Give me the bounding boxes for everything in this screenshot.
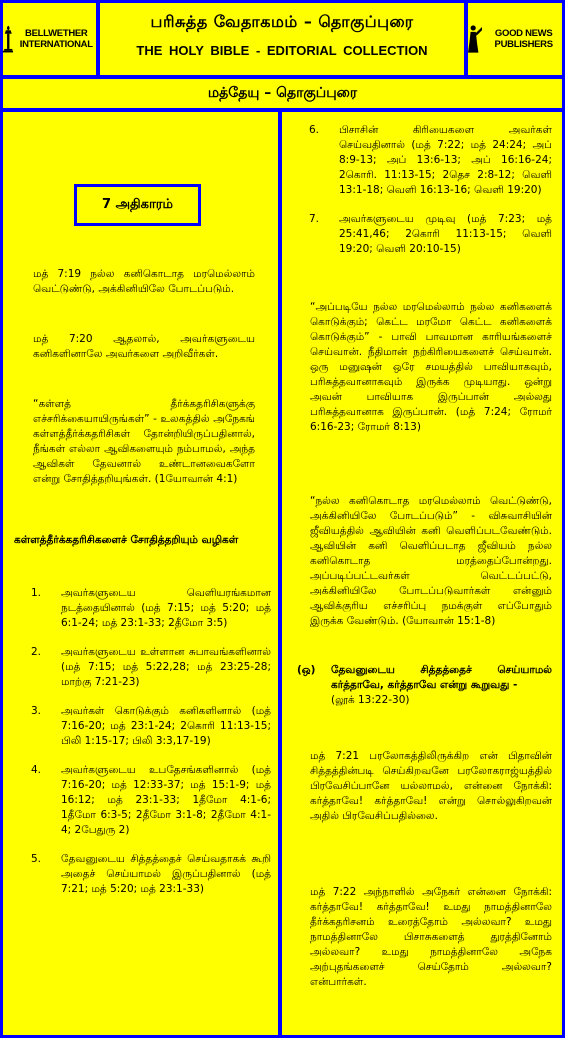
bellwether-logo-text: BELLWETHER INTERNATIONAL bbox=[19, 28, 93, 50]
right-para-2: “நல்ல கனிகொடாத மரமெல்லாம் வெட்டுண்டு, அக்கினியிலே போடப்படும்” - விசுவாசியின் ஜீவியத்தில் ஆவியின் கனி வெளிப்படவேண்டும். ஆவியின் கனி வெளிப்படாத ஜீவியம் நல்ல கனிகொடாத மரத்தைப்போன்றது. அப்படிப்பட்டவர்கள் வெட்டப்பட்டு, அக்கினியிலே போடப்படுவார்கள் என்னும் ஆவிக்குரிய எச்சரிப்பு நமக்குள் எப்போதும் இருக்க வேண்டும். (யோவான் 15:1-8) bbox=[310, 495, 552, 627]
subtitle: மத்தேயு – தொகுப்புரை bbox=[207, 85, 358, 101]
list-item: 4. அவர்களுடைய உபதேசங்களினால் (மத் 7:16-20; மத் 12:33-37; மத் 15:1-9; மத் 16:12; மத் 23:1-33; 1தீமோ 4:1-6; 1தீமோ 6:3-5; 2தீமோ 3:1-8; 2தீமோ 4:1-4; 2பேதுரு 2) bbox=[31, 764, 271, 836]
subtitle-box bbox=[3, 79, 562, 108]
left-para-1: மத் 7:19 நல்ல கனிகொடாத மரமெல்லாம் வெட்டுண்டு, அக்கினியிலே போடப்படும். bbox=[33, 268, 255, 295]
good-news-logo bbox=[468, 3, 562, 75]
list-item: 3. அவர்கள் கொடுக்கும் கனிகளினால் (மத் 7:16-20; மத் 23:1-24; 2கொரி 11:13-15; பிலி 1:15-17; பிலி 3:3,17-19) bbox=[31, 705, 271, 747]
left-column bbox=[3, 112, 278, 1035]
right-para-3: மத் 7:21 பரலோகத்திலிருக்கிற என் பிதாவின் சித்தத்தின்படி செய்கிறவனே பரலோகராஜ்யத்தில் பிரவேசிப்பானே யல்லாமல், என்னை நோக்கி: கர்த்தாவே! கர்த்தாவே! என்று சொல்லுகிறவன் அதில் பிரவேசிப்பதில்லை. bbox=[310, 750, 552, 822]
section-reference: (லூக் 13:22-30) bbox=[331, 694, 410, 706]
title-english: THE HOLY BIBLE - EDITORIAL COLLECTION bbox=[136, 43, 428, 58]
list-item: 2. அவர்களுடைய உள்ளான சுபாவங்களினால் (மத் 7:15; மத் 5:22,28; மத் 23:25-28; மாற்கு 7:21-23) bbox=[31, 646, 271, 688]
good-news-logo-text: GOOD NEWS PUBLISHERS bbox=[494, 28, 553, 50]
left-section-heading: கள்ளத்தீர்க்கதரிசிகளைச் சோதித்தறியும் வழிகள் bbox=[14, 534, 239, 546]
trumpet-angel-icon bbox=[468, 16, 482, 62]
title-tamil: பரிசுத்த வேதாகமம் – தொகுப்புரை bbox=[150, 12, 414, 31]
title-box bbox=[100, 3, 464, 75]
right-list bbox=[309, 123, 552, 257]
right-column bbox=[282, 112, 562, 1035]
lamp-stand-icon bbox=[3, 16, 14, 62]
right-section bbox=[297, 663, 552, 708]
section-heading: தேவனுடைய சித்தத்தைச் செய்யாமல் கர்த்தாவே, கர்த்தாவே என்று கூறுவது - bbox=[331, 664, 552, 691]
left-list bbox=[31, 586, 271, 897]
right-para-4: மத் 7:22 அந்நாளில் அநேகர் என்னை நோக்கி: கர்த்தாவே! கர்த்தாவே! உமது நாமத்தினாலே தீர்க்கதரிசனம் உரைத்தோம் அல்லவா? உமது நாமத்தினாலே பிசாசுகளைத் துரத்தினோம் அல்லவா? உமது நாமத்தினாலே அநேக அற்புதங்களைச் செய்தோம் அல்லவா? என்பார்கள். bbox=[310, 886, 552, 988]
list-item: 1. அவர்களுடைய வெளியரங்கமான நடத்தையினால் (மத் 7:15; மத் 5:20; மத் 6:1-24; மத் 23:1-33; 2தீமோ 3:5) bbox=[31, 587, 271, 629]
list-item: 6. பிசாசின் கிரியைகளை அவர்கள் செய்வதினால் (மத் 7:22; மத் 24:24; அப் 8:9-13; அப் 13:6-13; அப் 16:16-24; 2கொரி. 11:13-15; 2தெச 2:8-12; வெளி 13:1-18; வெளி 16:13-16; வெளி 19:20) bbox=[309, 124, 552, 196]
list-item: 7. அவர்களுடைய முடிவு (மத் 7:23; மத் 25:41,46; 2கொரி 11:13-15; வெளி 19:20; வெளி 20:10-15) bbox=[309, 213, 552, 255]
left-para-3: “கள்ளத் தீர்க்கதரிசிகளுக்கு எச்சரிக்கையாயிருங்கள்” - உலகத்தில் அநேகங் கள்ளத்தீர்க்கதரிசிகள் தோன்றியிருப்பதினால், நீங்கள் எல்லா ஆவிகளையும் நம்பாமல், அந்த ஆவிகள் தேவனால் உண்டானவைகளோ என்று சோதித்தறியுங்கள். (1யோவான் 4:1) bbox=[33, 398, 255, 485]
chapter-label: 7 அதிகாரம் bbox=[74, 184, 201, 226]
bellwether-logo bbox=[3, 3, 96, 75]
left-para-2: மத் 7:20 ஆதலால், அவர்களுடைய கனிகளினாலே அவர்களை அறிவீர்கள். bbox=[33, 333, 255, 360]
section-number: (ஒ) bbox=[297, 664, 316, 676]
list-item: 5. தேவனுடைய சித்தத்தைச் செய்வதாகக் கூறி அதைச் செய்யாமல் இருப்பதினால் (மத் 7:21; மத் 5:20; மத் 23:1-33) bbox=[31, 853, 271, 895]
right-para-1: “அப்படியே நல்ல மரமெல்லாம் நல்ல கனிகளைக் கொடுக்கும்; கெட்ட மரமோ கெட்ட கனிகளைக் கொடுக்கும்” - பாவி பாவமான காரியங்களைச் செய்வான். நீதிமான் நற்கிரியைகளைச் செய்வான். ஒரு மனுஷன் ஒரே சமயத்தில் பாவியாகவும், பரிசுத்தவானாகவும் இருக்க முடியாது. ஒன்று அவன் பாவியாக இருப்பான் அல்லது பரிசுத்தவானாக இருப்பான். (மத் 7:24; ரோமர் 6:16-23; ரோமர் 8:13) bbox=[310, 301, 552, 433]
